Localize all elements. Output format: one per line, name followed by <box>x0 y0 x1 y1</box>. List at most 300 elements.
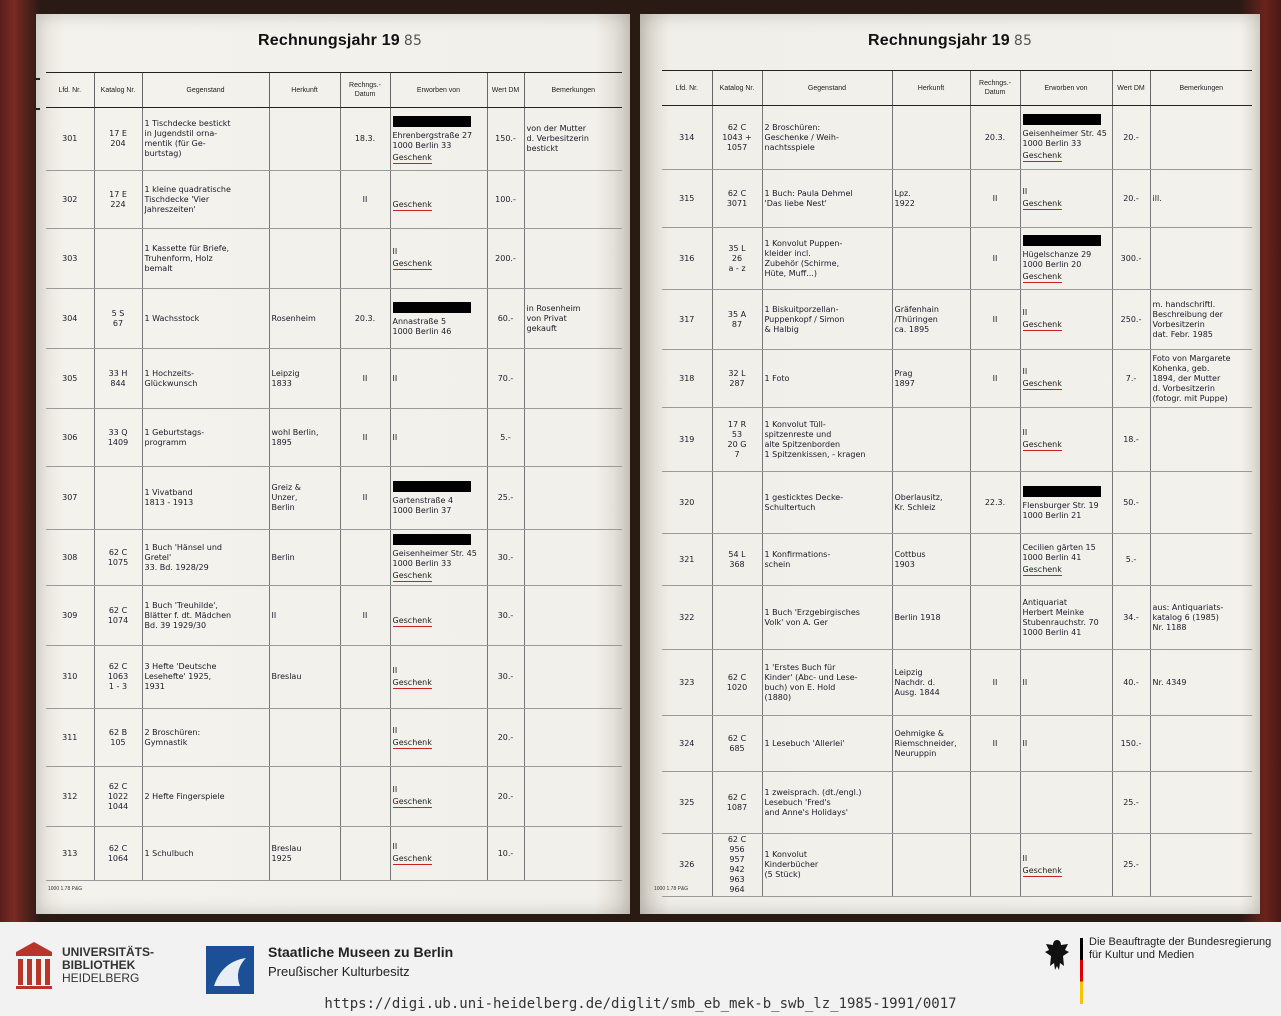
ledger-row <box>662 290 1252 350</box>
bemerkung-cell: Nr. 4349 <box>1150 650 1252 716</box>
wert-cell: 40.- <box>1112 650 1150 716</box>
col-datum: Rechngs.- Datum <box>340 73 390 108</box>
redaction-bar <box>393 534 471 545</box>
wert-cell: 7.- <box>1112 350 1150 408</box>
erworben-text: Ehrenbergstraße 27 1000 Berlin 33 <box>392 130 473 150</box>
wert-cell: 18.- <box>1112 408 1150 472</box>
gegenstand-cell: 1 Foto <box>762 350 892 408</box>
datum-cell: II <box>340 586 390 646</box>
ub-heidelberg-name: UNIVERSITÄTS- BIBLIOTHEK HEIDELBERG <box>62 945 155 985</box>
erworben-cell <box>1020 350 1112 408</box>
ledger-row <box>46 586 622 646</box>
katalog-nr-cell: 62 C 1075 <box>94 530 142 586</box>
gift-note: Geschenk <box>1022 565 1062 574</box>
ledger-row <box>46 530 622 586</box>
herkunft-cell: Oberlausitz, Kr. Schleiz <box>892 472 970 534</box>
bemerkung-cell <box>524 827 622 881</box>
ledger-row <box>46 171 622 229</box>
katalog-nr-cell: 62 C 956 957 942 963 964 <box>712 834 762 897</box>
datum-cell <box>340 709 390 767</box>
gegenstand-cell: 1 Biskuitporzellan- Puppenkopf / Simon & Halbig <box>762 290 892 350</box>
ledger-row <box>46 646 622 709</box>
erworben-cell <box>1020 534 1112 586</box>
bemerkung-cell <box>1150 472 1252 534</box>
gegenstand-cell: 2 Broschüren: Geschenke / Weih- nachtsspiele <box>762 106 892 170</box>
bemerkung-cell <box>1150 408 1252 472</box>
erworben-text: Gartenstraße 4 1000 Berlin 37 <box>392 496 454 515</box>
col-bemerkungen: Bemerkungen <box>524 73 622 108</box>
gegenstand-cell: 1 Buch: Paula Dehmel 'Das liebe Nest' <box>762 170 892 228</box>
bemerkung-cell <box>524 709 622 767</box>
datum-cell: 20.3. <box>970 106 1020 170</box>
gift-note: Geschenk <box>392 616 432 625</box>
herkunft-cell: Breslau <box>269 646 340 709</box>
erworben-cell <box>390 586 487 646</box>
footer-band <box>0 922 1281 1016</box>
datum-cell <box>340 767 390 827</box>
bemerkung-cell: in Rosenheim von Privat gekauft <box>524 289 622 349</box>
gegenstand-cell: 1 Wachsstock <box>142 289 269 349</box>
bemerkung-cell <box>1150 716 1252 772</box>
katalog-nr-cell: 35 L 26 a - z <box>712 228 762 290</box>
col-wert: Wert DM <box>1112 71 1150 106</box>
datum-cell <box>970 834 1020 897</box>
ledger-row <box>662 586 1252 650</box>
ledger-row <box>662 350 1252 408</box>
gegenstand-cell: 1 Hochzeits- Glückwunsch <box>142 349 269 409</box>
gegenstand-cell: 1 gesticktes Decke- Schultertuch <box>762 472 892 534</box>
herkunft-cell: II <box>269 586 340 646</box>
datum-cell <box>970 408 1020 472</box>
wert-cell: 25.- <box>487 467 524 530</box>
right-page <box>640 14 1260 914</box>
katalog-nr-cell: 33 Q 1409 <box>94 409 142 467</box>
katalog-nr-cell: 62 C 1087 <box>712 772 762 834</box>
herkunft-cell: Berlin 1918 <box>892 586 970 650</box>
datum-cell: II <box>340 467 390 530</box>
ledger-row <box>46 709 622 767</box>
lfd-nr-cell: 308 <box>46 530 94 586</box>
wert-cell: 50.- <box>1112 472 1150 534</box>
erworben-text: II <box>1022 428 1028 437</box>
ledger-row <box>662 534 1252 586</box>
herkunft-cell: Breslau 1925 <box>269 827 340 881</box>
erworben-cell <box>1020 106 1112 170</box>
katalog-nr-cell <box>94 467 142 530</box>
katalog-nr-cell: 35 A 87 <box>712 290 762 350</box>
lfd-nr-cell: 310 <box>46 646 94 709</box>
katalog-nr-cell: 62 C 1064 <box>94 827 142 881</box>
lfd-nr-cell: 309 <box>46 586 94 646</box>
erworben-cell <box>390 289 487 349</box>
lfd-nr-cell: 317 <box>662 290 712 350</box>
gift-note: Geschenk <box>392 854 432 863</box>
katalog-nr-cell: 62 C 1043 + 1057 <box>712 106 762 170</box>
smb-name: Staatliche Museen zu Berlin Preußischer Kulturbesitz <box>268 944 454 979</box>
right-footer-code: 1000 1.78 P&G <box>654 886 689 892</box>
ledger-row <box>46 108 622 171</box>
lfd-nr-cell: 312 <box>46 767 94 827</box>
katalog-nr-cell: 17 E 224 <box>94 171 142 229</box>
herkunft-cell: Gräfenhain /Thüringen ca. 1895 <box>892 290 970 350</box>
gift-note: Geschenk <box>392 259 432 268</box>
gegenstand-cell: 1 zweisprach. (dt./engl.) Lesebuch 'Fred's and Anne's Holidays' <box>762 772 892 834</box>
datum-cell: II <box>970 170 1020 228</box>
erworben-text: Annastraße 5 1000 Berlin 46 <box>392 316 452 336</box>
wert-cell: 10.- <box>487 827 524 881</box>
gegenstand-cell: 1 Konvolut Puppen- kleider incl. Zubehör (Schirme, Hüte, Muff...) <box>762 228 892 290</box>
erworben-text: II <box>392 785 398 794</box>
ledger-row <box>46 767 622 827</box>
erworben-cell <box>1020 472 1112 534</box>
wert-cell: 25.- <box>1112 772 1150 834</box>
herkunft-cell: Prag 1897 <box>892 350 970 408</box>
ledger-row <box>662 106 1252 170</box>
herkunft-cell: Rosenheim <box>269 289 340 349</box>
lfd-nr-cell: 318 <box>662 350 712 408</box>
redaction-bar <box>1023 235 1101 246</box>
lfd-nr-cell: 322 <box>662 586 712 650</box>
lfd-nr-cell: 302 <box>46 171 94 229</box>
lfd-nr-cell: 303 <box>46 229 94 289</box>
redaction-bar <box>1023 114 1101 125</box>
datum-cell <box>970 586 1020 650</box>
bemerkung-cell <box>524 229 622 289</box>
datum-cell: II <box>970 650 1020 716</box>
bemerkung-cell <box>524 586 622 646</box>
datum-cell: 20.3. <box>340 289 390 349</box>
katalog-nr-cell: 62 C 685 <box>712 716 762 772</box>
flag-stripe <box>1080 938 1083 1004</box>
wert-cell: 25.- <box>1112 834 1150 897</box>
bemerkung-cell <box>1150 772 1252 834</box>
lfd-nr-cell: 326 <box>662 834 712 897</box>
katalog-nr-cell: 62 C 1022 1044 <box>94 767 142 827</box>
col-datum: Rechngs.- Datum <box>970 71 1020 106</box>
erworben-cell <box>1020 586 1112 650</box>
bemerkung-cell <box>524 409 622 467</box>
herkunft-cell <box>269 171 340 229</box>
gift-note: Geschenk <box>1022 865 1062 875</box>
katalog-nr-cell: 17 R 53 20 G 7 <box>712 408 762 472</box>
gift-note: Geschenk <box>392 152 432 162</box>
gegenstand-cell: 1 Konfirmations- schein <box>762 534 892 586</box>
herkunft-cell: Lpz. 1922 <box>892 170 970 228</box>
ledger-row <box>46 409 622 467</box>
datum-cell <box>970 772 1020 834</box>
left-header-row <box>46 73 622 108</box>
gift-note: Geschenk <box>1022 151 1062 160</box>
herkunft-cell <box>269 229 340 289</box>
erworben-text: Geisenheimer Str. 45 1000 Berlin 33 <box>392 549 477 568</box>
erworben-text: Geisenheimer Str. 45 1000 Berlin 33 <box>1022 129 1107 148</box>
bemerkung-cell: von der Mutter d. Verbesitzerin bestickt <box>524 108 622 171</box>
lfd-nr-cell: 304 <box>46 289 94 349</box>
gegenstand-cell: 1 Lesebuch 'Allerlei' <box>762 716 892 772</box>
bemerkung-cell <box>1150 228 1252 290</box>
erworben-cell <box>1020 716 1112 772</box>
gift-note: Geschenk <box>392 797 432 806</box>
ledger-row <box>662 650 1252 716</box>
redaction-bar <box>393 481 471 492</box>
datum-cell: II <box>340 409 390 467</box>
erworben-text: II <box>392 373 398 383</box>
erworben-text: II <box>1022 853 1028 863</box>
herkunft-cell: Berlin <box>269 530 340 586</box>
datum-cell <box>340 530 390 586</box>
datum-cell: 18.3. <box>340 108 390 171</box>
lfd-nr-cell: 325 <box>662 772 712 834</box>
gift-note: Geschenk <box>1022 379 1062 388</box>
erworben-cell <box>1020 228 1112 290</box>
erworben-text: Antiquariat Herbert Meinke Stubenrauchstr. 70 1000 Berlin 41 <box>1022 597 1099 637</box>
left-page-title: Rechnungsjahr 19 85 <box>258 32 423 49</box>
datum-cell: II <box>970 716 1020 772</box>
lfd-nr-cell: 323 <box>662 650 712 716</box>
erworben-text: II <box>392 432 398 442</box>
erworben-cell <box>1020 290 1112 350</box>
bemerkung-cell <box>1150 106 1252 170</box>
wert-cell: 70.- <box>487 349 524 409</box>
erworben-cell <box>390 349 487 409</box>
datum-cell <box>340 646 390 709</box>
wert-cell: 20.- <box>1112 170 1150 228</box>
bemerkung-cell <box>524 171 622 229</box>
gegenstand-cell: 1 Kassette für Briefe, Truhenform, Holz bemalt <box>142 229 269 289</box>
erworben-text: II <box>1022 308 1028 317</box>
erworben-cell <box>1020 772 1112 834</box>
bemerkung-cell <box>1150 534 1252 586</box>
herkunft-cell <box>892 228 970 290</box>
lfd-nr-cell: 316 <box>662 228 712 290</box>
redaction-bar <box>393 116 471 127</box>
gegenstand-cell: 1 Buch 'Hänsel und Gretel' 33. Bd. 1928/29 <box>142 530 269 586</box>
katalog-nr-cell <box>712 472 762 534</box>
wert-cell: 20.- <box>1112 106 1150 170</box>
col-herkunft: Herkunft <box>269 73 340 108</box>
wert-cell: 30.- <box>487 646 524 709</box>
katalog-nr-cell: 62 B 105 <box>94 709 142 767</box>
katalog-nr-cell: 33 H 844 <box>94 349 142 409</box>
gegenstand-cell: 2 Broschüren: Gymnastik <box>142 709 269 767</box>
col-herkunft: Herkunft <box>892 71 970 106</box>
wert-cell: 150.- <box>1112 716 1150 772</box>
wert-cell: 20.- <box>487 767 524 827</box>
binding-mark <box>34 108 40 110</box>
datum-cell: II <box>970 290 1020 350</box>
herkunft-cell <box>269 709 340 767</box>
wert-cell: 5.- <box>1112 534 1150 586</box>
col-lfd-nr: Lfd. Nr. <box>46 73 94 108</box>
ledger-row <box>46 827 622 881</box>
wert-cell: 34.- <box>1112 586 1150 650</box>
gegenstand-cell: 1 Vivatband 1813 - 1913 <box>142 467 269 530</box>
erworben-cell <box>1020 170 1112 228</box>
datum-cell: II <box>970 350 1020 408</box>
smb-logo-icon <box>206 946 254 994</box>
ledger-row <box>46 349 622 409</box>
erworben-cell <box>390 709 487 767</box>
ub-heidelberg-logo-icon <box>12 938 56 990</box>
redaction-bar <box>1023 486 1101 497</box>
wert-cell: 30.- <box>487 530 524 586</box>
katalog-nr-cell <box>94 229 142 289</box>
herkunft-cell <box>892 834 970 897</box>
lfd-nr-cell: 321 <box>662 534 712 586</box>
gegenstand-cell: 1 Buch 'Erzgebirgisches Volk' von A. Ger <box>762 586 892 650</box>
erworben-cell <box>390 827 487 881</box>
bemerkung-cell <box>524 349 622 409</box>
erworben-text: II <box>1022 677 1028 687</box>
ledger-row <box>662 408 1252 472</box>
lfd-nr-cell: 320 <box>662 472 712 534</box>
katalog-nr-cell: 5 S 67 <box>94 289 142 349</box>
source-url[interactable]: https://digi.ub.uni-heidelberg.de/diglit/smb_eb_mek-b_swb_lz_1985-1991/0017 <box>324 996 957 1012</box>
col-katalog-nr: Katalog Nr. <box>712 71 762 106</box>
wert-cell: 20.- <box>487 709 524 767</box>
ledger-row <box>46 467 622 530</box>
gegenstand-cell: 2 Hefte Fingerspiele <box>142 767 269 827</box>
erworben-cell <box>390 409 487 467</box>
lfd-nr-cell: 315 <box>662 170 712 228</box>
herkunft-cell: Leipzig 1833 <box>269 349 340 409</box>
datum-cell: 22.3. <box>970 472 1020 534</box>
bemerkung-cell <box>524 530 622 586</box>
ledger-row <box>46 229 622 289</box>
katalog-nr-cell: 62 C 1020 <box>712 650 762 716</box>
col-wert: Wert DM <box>487 73 524 108</box>
ledger-row <box>662 834 1252 897</box>
lfd-nr-cell: 319 <box>662 408 712 472</box>
ledger-row <box>662 716 1252 772</box>
katalog-nr-cell <box>712 586 762 650</box>
right-header-row <box>662 71 1252 106</box>
gegenstand-cell: 1 Geburtstags- programm <box>142 409 269 467</box>
herkunft-cell <box>269 767 340 827</box>
right-ledger-body <box>662 106 1252 897</box>
bemerkung-cell <box>524 467 622 530</box>
binding-mark <box>34 78 40 80</box>
gift-note: Geschenk <box>1022 199 1062 208</box>
col-katalog-nr: Katalog Nr. <box>94 73 142 108</box>
datum-cell: II <box>970 228 1020 290</box>
lfd-nr-cell: 305 <box>46 349 94 409</box>
gegenstand-cell: 1 kleine quadratische Tischdecke 'Vier Jahreszeiten' <box>142 171 269 229</box>
ledger-row <box>662 772 1252 834</box>
herkunft-cell <box>269 108 340 171</box>
lfd-nr-cell: 324 <box>662 716 712 772</box>
erworben-cell <box>390 530 487 586</box>
redaction-bar <box>393 302 471 313</box>
bemerkung-cell: aus: Antiquariats- katalog 6 (1985) Nr. 1188 <box>1150 586 1252 650</box>
katalog-nr-cell: 62 C 1074 <box>94 586 142 646</box>
bemerkung-cell: ill. <box>1150 170 1252 228</box>
wert-cell: 60.- <box>487 289 524 349</box>
erworben-text: Flensburger Str. 19 1000 Berlin 21 <box>1022 500 1099 520</box>
erworben-cell <box>390 229 487 289</box>
herkunft-cell: Leipzig Nachdr. d. Ausg. 1844 <box>892 650 970 716</box>
wert-cell: 200.- <box>487 229 524 289</box>
erworben-cell <box>390 171 487 229</box>
datum-cell <box>970 534 1020 586</box>
ledger-row <box>662 228 1252 290</box>
gift-note: Geschenk <box>392 738 432 747</box>
federal-eagle-icon <box>1042 936 1072 974</box>
erworben-cell <box>1020 650 1112 716</box>
katalog-nr-cell: 54 L 368 <box>712 534 762 586</box>
gift-note: Geschenk <box>392 677 432 687</box>
katalog-nr-cell: 17 E 204 <box>94 108 142 171</box>
datum-cell <box>340 827 390 881</box>
wert-cell: 150.- <box>487 108 524 171</box>
lfd-nr-cell: 311 <box>46 709 94 767</box>
wert-cell: 30.- <box>487 586 524 646</box>
erworben-text: II <box>1022 187 1028 196</box>
herkunft-cell: Cottbus 1903 <box>892 534 970 586</box>
erworben-text: II <box>392 726 398 735</box>
wert-cell: 100.- <box>487 171 524 229</box>
katalog-nr-cell: 62 C 1063 1 - 3 <box>94 646 142 709</box>
gift-note: Geschenk <box>392 200 432 209</box>
left-ledger-body <box>46 108 622 881</box>
gegenstand-cell: 1 Tischdecke bestickt in Jugendstil orna- mentik (für Ge- burtstag) <box>142 108 269 171</box>
lfd-nr-cell: 314 <box>662 106 712 170</box>
gegenstand-cell: 1 Konvolut Kinderbücher (5 Stück) <box>762 834 892 897</box>
gegenstand-cell: 1 Konvolut Tüll- spitzenreste und alte Spitzenborden 1 Spitzenkissen, - kragen <box>762 408 892 472</box>
herkunft-cell <box>892 408 970 472</box>
erworben-text: II <box>1022 367 1028 376</box>
ledger-row <box>46 289 622 349</box>
right-ledger-table <box>662 70 1252 897</box>
col-lfd-nr: Lfd. Nr. <box>662 71 712 106</box>
col-erworben: Erworben von <box>390 73 487 108</box>
erworben-text: II <box>392 247 398 256</box>
gegenstand-cell: 1 'Erstes Buch für Kinder' (Abc- und Lese- buch) von E. Hold (1880) <box>762 650 892 716</box>
erworben-text: Hügelschanze 29 1000 Berlin 20 <box>1022 250 1092 269</box>
wert-cell: 5.- <box>487 409 524 467</box>
herkunft-cell: wohl Berlin, 1895 <box>269 409 340 467</box>
gegenstand-cell: 1 Schulbuch <box>142 827 269 881</box>
datum-cell: II <box>340 171 390 229</box>
bemerkung-cell <box>524 646 622 709</box>
left-footer-code: 1000 1.78 P&G <box>48 886 83 892</box>
bemerkung-cell <box>524 767 622 827</box>
right-page-title: Rechnungsjahr 19 85 <box>868 32 1033 49</box>
bemerkung-cell: m. handschriftl. Beschreibung der Vorbesitzerin dat. Febr. 1985 <box>1150 290 1252 350</box>
gift-note: Geschenk <box>392 571 432 580</box>
katalog-nr-cell: 32 L 287 <box>712 350 762 408</box>
erworben-cell <box>390 467 487 530</box>
katalog-nr-cell: 62 C 3071 <box>712 170 762 228</box>
erworben-text: II <box>392 842 398 851</box>
erworben-text: Cecilien gärten 15 1000 Berlin 41 <box>1022 543 1096 562</box>
gift-note: Geschenk <box>1022 440 1062 449</box>
gegenstand-cell: 3 Hefte 'Deutsche Lesehefte' 1925, 1931 <box>142 646 269 709</box>
herkunft-cell <box>892 106 970 170</box>
col-gegenstand: Gegenstand <box>142 73 269 108</box>
gegenstand-cell: 1 Buch 'Treuhilde', Blätter f. dt. Mädchen Bd. 39 1929/30 <box>142 586 269 646</box>
ledger-row <box>662 472 1252 534</box>
left-ledger-table <box>46 72 622 881</box>
lfd-nr-cell: 306 <box>46 409 94 467</box>
lfd-nr-cell: 307 <box>46 467 94 530</box>
erworben-cell <box>1020 408 1112 472</box>
wert-cell: 300.- <box>1112 228 1150 290</box>
erworben-cell <box>1020 834 1112 897</box>
lfd-nr-cell: 301 <box>46 108 94 171</box>
datum-cell <box>340 229 390 289</box>
gift-note: Geschenk <box>1022 272 1062 281</box>
